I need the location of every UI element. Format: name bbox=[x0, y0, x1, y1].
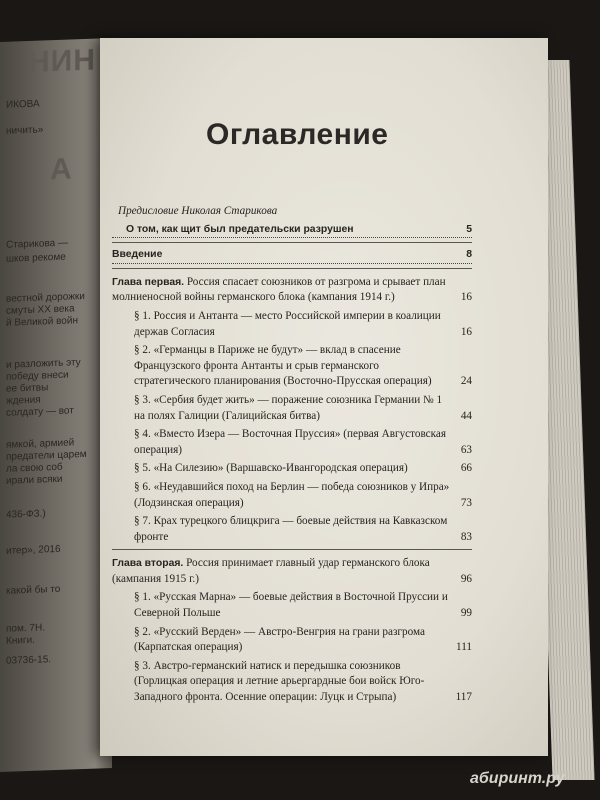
left-page-fragment: предатели царем bbox=[6, 448, 87, 463]
left-page-fragment: А bbox=[50, 152, 73, 187]
toc-page-number: 24 bbox=[460, 375, 472, 388]
toc-section bbox=[112, 659, 472, 706]
toc-page-number: 66 bbox=[460, 462, 472, 475]
left-page-fragment: солдату — вот bbox=[6, 405, 74, 419]
left-page-fragment: Старикова — bbox=[6, 237, 68, 251]
toc-entry-text: § 2. «Русский Верден» — Австро-Венгрия на грани разгрома (Карпатская операция) bbox=[134, 625, 425, 654]
toc-chapter-1 bbox=[112, 275, 472, 306]
left-page-fragment: й Великой войн bbox=[6, 315, 78, 329]
toc-page-number: 8 bbox=[466, 249, 472, 261]
toc-page-number: 83 bbox=[460, 530, 472, 543]
chapter-label: Глава первая. bbox=[112, 276, 185, 288]
toc-entry-text: § 2. «Германцы в Париже не будут» — вклад в спасение Французского фронта Антанты и срыв германского стратегического планирования (Восточно-Прусская операция) bbox=[134, 344, 432, 388]
toc-section bbox=[112, 461, 472, 477]
toc-entry-text: § 1. Россия и Антанта — место Российской империи в коалиции держав Согласия bbox=[134, 309, 441, 338]
toc-section bbox=[112, 393, 472, 424]
left-page-fragment: победу внеси bbox=[6, 369, 69, 383]
toc-entry-text: Россия спасает союзников от разгрома и срывает план молниеносной войны германского блока (кампания 1914 г.) bbox=[112, 275, 446, 304]
toc-entry-preface bbox=[118, 204, 472, 220]
toc-section bbox=[112, 480, 472, 511]
chapter-label: Глава вторая. bbox=[112, 558, 184, 570]
toc-entry-text: Предисловие Николая Старикова bbox=[118, 205, 278, 217]
toc-section bbox=[112, 625, 472, 656]
left-page-fragment: какой бы то bbox=[6, 583, 61, 597]
toc-entry-text: О том, как щит был предательски разрушен bbox=[126, 223, 354, 235]
toc-chapter-2 bbox=[112, 556, 472, 587]
toc-entry-text: § 5. «На Силезию» (Варшавско-Ивангородская операция) bbox=[134, 462, 408, 475]
left-page bbox=[0, 38, 112, 772]
left-page-fragment: 436-ФЗ.) bbox=[6, 508, 46, 521]
left-page-fragment: ямкой, армией bbox=[6, 437, 75, 451]
toc-entry-text: § 3. «Сербия будет жить» — поражение союзника Германии № 1 на полях Галиции (Галицийская битва) bbox=[134, 393, 443, 422]
toc-entry-text: § 3. Австро-германский натиск и передышка союзников (Горлицкая операция и летние арьергардные бои войск Юго-Западного фронта. Осенние операции: Луцк и Стрыпа) bbox=[134, 659, 425, 704]
toc-section bbox=[112, 514, 472, 545]
left-page-fragment: 03736-15. bbox=[6, 654, 52, 667]
left-page-fragment: Книги. bbox=[6, 634, 35, 647]
toc-page-number: 73 bbox=[460, 496, 472, 509]
page-title: Оглавление bbox=[206, 118, 389, 151]
left-page-fragment: вестной дорожки bbox=[6, 290, 85, 305]
toc-entry-introduction bbox=[112, 247, 472, 264]
left-page-fragment: ничить» bbox=[6, 124, 44, 137]
toc-entry-foreword bbox=[112, 222, 472, 239]
left-page-fragment: ирали всяки bbox=[6, 473, 63, 487]
toc-section bbox=[112, 427, 472, 458]
left-page-fragment: смуты XX века bbox=[6, 303, 75, 317]
left-page-fragment: пом. 7Н. bbox=[6, 622, 45, 635]
left-page-fragment: итер», 2016 bbox=[6, 543, 61, 557]
toc-entry-text: § 7. Крах турецкого блицкрига — боевые действия на Кавказском фронте bbox=[134, 515, 448, 543]
toc-section bbox=[112, 343, 472, 390]
watermark: абиринт.ру bbox=[470, 770, 565, 787]
toc-page-number: 16 bbox=[460, 291, 472, 304]
toc-entry-text: Россия принимает главный удар германского блока (кампания 1915 г.) bbox=[112, 557, 430, 585]
left-page-fragment: ждения bbox=[6, 394, 41, 407]
toc-page-number: 63 bbox=[460, 443, 472, 456]
toc-page-number: 5 bbox=[466, 223, 472, 235]
toc-section bbox=[112, 590, 472, 621]
left-page-fragment: и разложить эту bbox=[6, 357, 81, 371]
toc-section bbox=[112, 309, 472, 340]
left-page-fragment: шков рекоме bbox=[6, 251, 66, 265]
toc-page-number: 99 bbox=[460, 607, 472, 620]
toc-page-number: 111 bbox=[456, 641, 472, 654]
toc-page-number: 96 bbox=[460, 572, 472, 585]
toc-page-number: 44 bbox=[460, 409, 472, 422]
toc-entry-text: Введение bbox=[112, 249, 163, 261]
toc-page-number: 117 bbox=[455, 691, 472, 704]
toc-entry-text: § 4. «Вместо Изера — Восточная Пруссия» (первая Августовская операция) bbox=[134, 428, 447, 456]
separator bbox=[112, 549, 472, 550]
toc-entry-text: § 1. «Русская Марна» — боевые действия в Восточной Пруссии и Северной Польше bbox=[134, 591, 448, 620]
separator bbox=[112, 242, 472, 243]
toc-entry-text: § 6. «Неудавшийся поход на Берлин — победа союзников у Ипра» (Лодзинская операция) bbox=[134, 480, 450, 509]
separator bbox=[112, 268, 472, 269]
left-page-fragment: ла свою соб bbox=[6, 461, 63, 475]
left-page-fragment: ее битвы bbox=[6, 382, 49, 395]
left-page-fragment: НИН bbox=[28, 43, 96, 79]
left-page-fragment: ИКОВА bbox=[6, 98, 40, 111]
table-of-contents bbox=[112, 204, 472, 706]
toc-page-number: 16 bbox=[460, 325, 472, 338]
